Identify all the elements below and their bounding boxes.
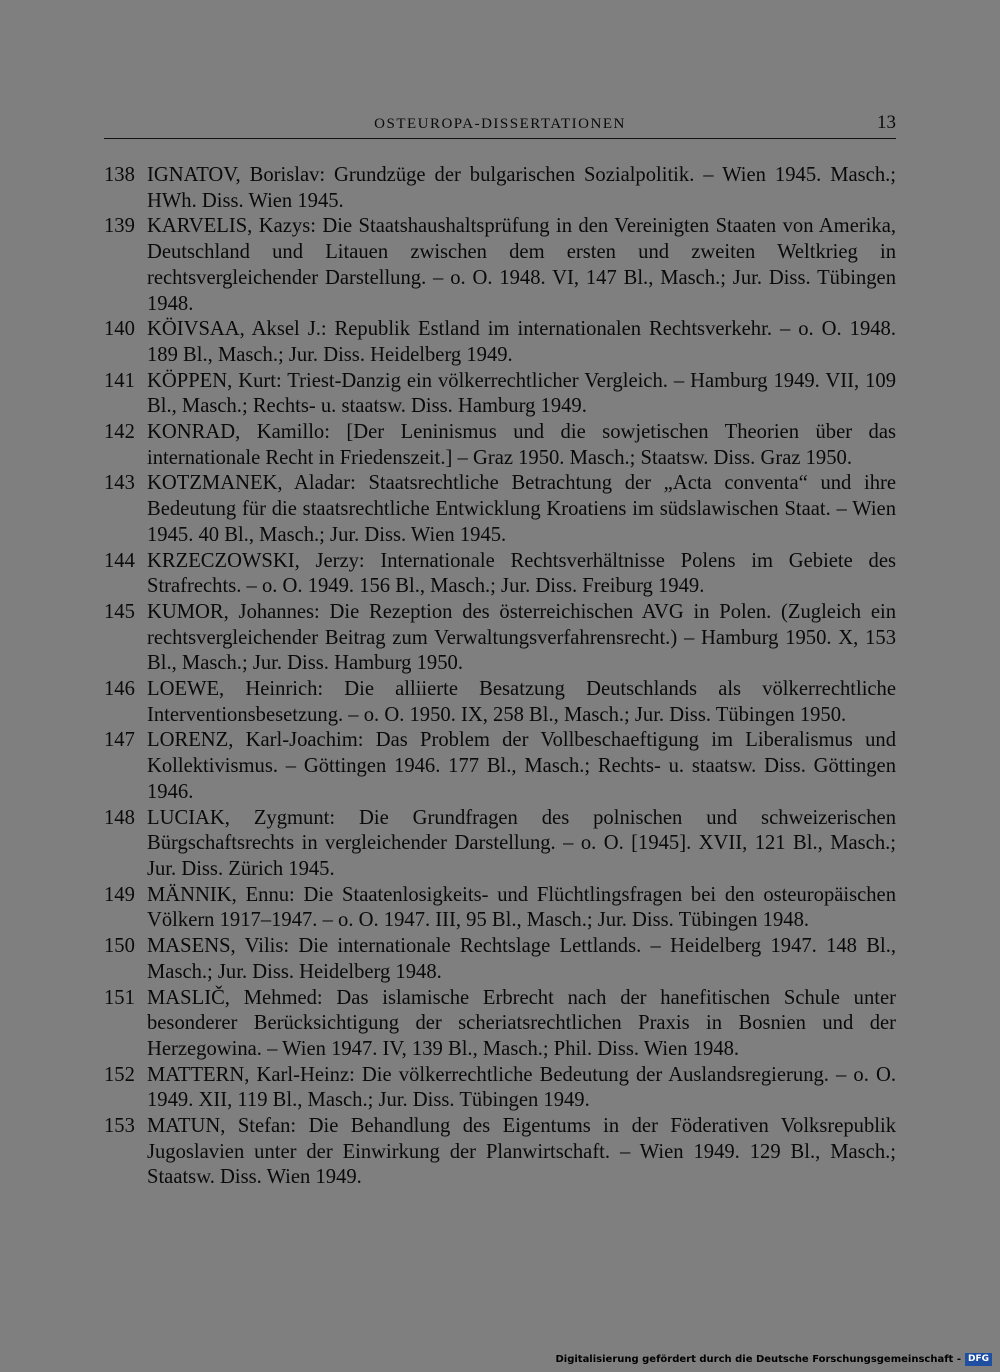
entry-number: 145 — [104, 600, 135, 623]
entry-text: MATTERN, Karl-Heinz: Die völkerrechtliche Bedeutung der Auslandsregierung. – o. O. 1949. XII, 119 Bl., Masch.; Jur. Diss. Tübingen 1949. — [147, 1063, 896, 1112]
bibliography-entry — [104, 549, 896, 600]
bibliography-entry — [104, 163, 896, 214]
entry-text: MASLIČ, Mehmed: Das islamische Erbrecht nach der hanefitischen Schule unter besonderer Berücksichtigung der scheriatsrechtlichen Praxis in Bosnien und der Herzegowina. – Wien 1947. IV, 139 Bl., Masch.; Phil. Diss. Wien 1948. — [147, 986, 896, 1060]
entry-number: 151 — [104, 986, 135, 1009]
bibliography-entry — [104, 369, 896, 420]
bibliography-entry — [104, 471, 896, 548]
bibliography-entry — [104, 1063, 896, 1114]
entry-number: 153 — [104, 1115, 135, 1138]
entry-number: 140 — [104, 318, 135, 341]
entry-number: 148 — [104, 806, 135, 829]
bibliography-entry — [104, 214, 896, 317]
entry-number: 143 — [104, 472, 135, 495]
dfg-logo: DFG — [965, 1353, 992, 1366]
entry-number: 150 — [104, 935, 135, 958]
entry-number: 146 — [104, 678, 135, 701]
bibliography-list — [104, 163, 896, 1191]
digitization-footer — [555, 1352, 992, 1366]
entry-text: LUCIAK, Zygmunt: Die Grundfragen des polnischen und schweizerischen Bürgschaftsrechts in vergleichender Darstellung. – o. O. [1945]. XVII, 121 Bl., Masch.; Jur. Diss. Zürich 1945. — [147, 806, 896, 880]
entry-text: KARVELIS, Kazys: Die Staatshaushaltsprüfung in den Vereinigten Staaten von Amerika, Deutschland und Litauen zwischen dem ersten und zweiten Weltkrieg in rechtsvergleichender Darstellung. – o. O. 1948. VI, 147 Bl., Masch.; Jur. Diss. Tübingen 1948. — [147, 215, 896, 315]
bibliography-entry — [104, 806, 896, 883]
entry-text: LORENZ, Karl-Joachim: Das Problem der Vollbeschaeftigung im Liberalismus und Kollektivismus. – Göttingen 1946. 177 Bl., Masch.; Rechts- u. staatsw. Diss. Göttingen 1946. — [147, 729, 896, 803]
entry-text: MASENS, Vilis: Die internationale Rechtslage Lettlands. – Heidelberg 1947. 148 Bl., Masch.; Jur. Diss. Heidelberg 1948. — [147, 935, 896, 983]
bibliography-entry — [104, 934, 896, 985]
bibliography-entry — [104, 677, 896, 728]
entry-text: KONRAD, Kamillo: [Der Leninismus und die sowjetischen Theorien über das internationale Recht in Friedenszeit.] – Graz 1950. Masch.; Staatsw. Diss. Graz 1950. — [147, 421, 896, 469]
entry-text: KUMOR, Johannes: Die Rezeption des österreichischen AVG in Polen. (Zugleich ein rechtsvergleichender Beitrag zum Verwaltungsverfahrensrecht.) – Hamburg 1950. X, 153 Bl., Masch.; Jur. Diss. Hamburg 1950. — [147, 600, 896, 675]
entry-text: KOTZMANEK, Aladar: Staatsrechtliche Betrachtung der „Acta conventa“ und ihre Bedeutung für die staatsrechtliche Entwicklung Kroatiens im südslawischen Staat. – Wien 1945. 40 Bl., Masch.; Jur. Diss. Wien 1945. — [147, 472, 896, 546]
entry-text: IGNATOV, Borislav: Grundzüge der bulgarischen Sozialpolitik. – Wien 1945. Masch.; HWh. Diss. Wien 1945. — [147, 164, 896, 212]
page-header — [104, 110, 896, 139]
entry-text: MÄNNIK, Ennu: Die Staatenlosigkeits- und Flüchtlingsfragen bei den osteuropäischen Völkern 1917–1947. – o. O. 1947. III, 95 Bl., Masch.; Jur. Diss. Tübingen 1948. — [147, 883, 896, 932]
bibliography-entry — [104, 728, 896, 805]
entry-number: 144 — [104, 549, 135, 572]
page-number: 13 — [877, 112, 896, 133]
bibliography-entry — [104, 883, 896, 934]
footer-credit: Digitalisierung gefördert durch die Deutsche Forschungsgemeinschaft - — [555, 1353, 961, 1365]
entry-number: 141 — [104, 369, 135, 392]
entry-text: MATUN, Stefan: Die Behandlung des Eigentums in der Föderativen Volksrepublik Jugoslavien unter der Einwirkung der Planwirtschaft. – Wien 1949. 129 Bl., Masch.; Staatsw. Diss. Wien 1949. — [147, 1115, 896, 1189]
entry-number: 138 — [104, 164, 135, 186]
bibliography-entry — [104, 1114, 896, 1191]
bibliography-entry — [104, 317, 896, 368]
bibliography-entry — [104, 420, 896, 471]
bibliography-entry — [104, 600, 896, 677]
entry-number: 152 — [104, 1063, 135, 1086]
entry-number: 142 — [104, 421, 135, 444]
entry-number: 139 — [104, 215, 135, 238]
entry-number: 149 — [104, 883, 135, 906]
entry-text: KÖIVSAA, Aksel J.: Republik Estland im internationalen Rechtsverkehr. – o. O. 1948. 189 Bl., Masch.; Jur. Diss. Heidelberg 1949. — [147, 318, 896, 366]
entry-text: LOEWE, Heinrich: Die alliierte Besatzung Deutschlands als völkerrechtliche Interventionsbesetzung. – o. O. 1950. IX, 258 Bl., Masch.; Jur. Diss. Tübingen 1950. — [147, 678, 896, 726]
entry-text: KRZECZOWSKI, Jerzy: Internationale Rechtsverhältnisse Polens im Gebiete des Strafrechts. – o. O. 1949. 156 Bl., Masch.; Jur. Diss. Freiburg 1949. — [147, 549, 896, 598]
bibliography-entry — [104, 986, 896, 1063]
running-head: OSTEUROPA-DISSERTATIONEN — [374, 116, 626, 132]
entry-text: KÖPPEN, Kurt: Triest-Danzig ein völkerrechtlicher Vergleich. – Hamburg 1949. VII, 109 Bl., Masch.; Rechts- u. staatsw. Diss. Hamburg 1949. — [147, 369, 896, 418]
entry-number: 147 — [104, 729, 135, 752]
